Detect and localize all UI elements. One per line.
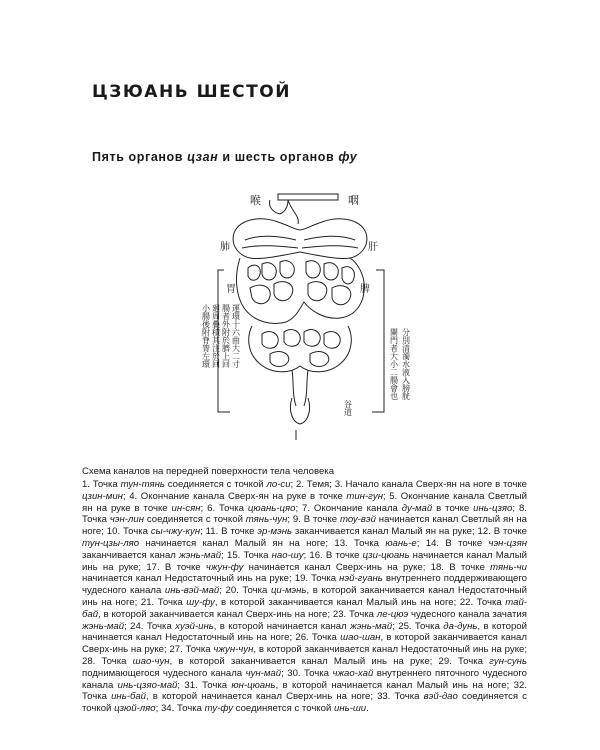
legend-fragment: соединяется с точкой xyxy=(233,703,334,715)
point-name: тай-бай xyxy=(82,596,527,620)
anatomical-illustration xyxy=(200,178,500,460)
legend-fragment: ; 24. Точка xyxy=(124,620,176,632)
throat-bar xyxy=(278,194,338,200)
legend-fragment: ; 31. Точка xyxy=(177,679,232,691)
legend-fragment: в точке xyxy=(432,502,474,514)
section-title-part1: Пять органов xyxy=(92,150,188,164)
point-name: цюань-цяо xyxy=(247,502,296,514)
legend-fragment: заканчивается канал Малый ян на руке; 12. В точке xyxy=(292,526,528,538)
point-name: жэнь-май xyxy=(82,620,125,632)
point-name: шао-шан xyxy=(340,632,381,644)
legend-fragment: ; 4. Окончание канала Сверх-ян на руке в точке xyxy=(122,490,347,502)
point-name: вэй-дао xyxy=(423,691,458,703)
left-column-2: 廻周疊積其注於回 xyxy=(211,304,221,368)
point-name: сы-чжу-кун xyxy=(150,526,201,538)
point-name: нао-шу xyxy=(271,549,304,561)
legend-fragment: начинается канал Светлый ян на ноге; 10. Точка xyxy=(82,514,527,538)
legend-fragment: ; 20. Точка xyxy=(219,585,271,597)
label-lung: 肺 xyxy=(220,242,230,253)
legend-fragment: , в которой начинается канал xyxy=(213,620,351,632)
point-name: нэй-гуань xyxy=(339,573,383,585)
legend-fragment: поднимающегося чудесного канала xyxy=(82,667,246,679)
point-name: шу-фу xyxy=(186,596,215,608)
legend-fragment: ; 6. Точка xyxy=(200,502,248,514)
point-name: чэн-лин xyxy=(109,514,145,526)
point-name: тун-цзы-ляо xyxy=(82,537,140,549)
point-name: инь-бай xyxy=(111,691,147,703)
point-name: цзюй-ляо xyxy=(114,703,156,715)
label-throat: 喉 xyxy=(250,194,261,207)
legend-fragment: соединяется с точкой xyxy=(144,514,246,526)
left-column-3: 腸者外附於臍上回 xyxy=(221,304,231,368)
point-name: ин-сян xyxy=(171,502,201,514)
organs-drawing xyxy=(200,178,500,460)
point-name: жэнь-май xyxy=(350,620,393,632)
abdomen-outline xyxy=(237,258,365,323)
legend-fragment: ; 11. В точке xyxy=(200,526,258,538)
section-title-italic2: фу xyxy=(338,150,358,164)
point-name: чжун-чун xyxy=(213,644,254,656)
label-stomach: 胃 xyxy=(226,284,236,295)
legend-text xyxy=(82,479,527,715)
point-name: цзи-цюань xyxy=(362,549,410,561)
point-name: инь-ши xyxy=(333,703,367,715)
label-anus: 谷道 xyxy=(343,400,353,416)
label-liver: 肝 xyxy=(368,242,378,253)
point-name: юн-цюань xyxy=(231,679,276,691)
rectum-shape xyxy=(292,370,308,406)
legend-fragment: , в которой заканчивается канал Недостаточный инь на руке; 28. Точка xyxy=(82,644,528,667)
right-column-2: 分別清濁水液入膀胱 xyxy=(401,328,411,400)
legend-fragment: , в которой начинается канал Недостаточный инь на ноге; 26. Точка xyxy=(82,620,527,644)
legend-fragment: внутреннего пяточного чудесного канала xyxy=(82,667,527,691)
legend-fragment: начинается канал Недостаточный инь на руке; 19. Точка xyxy=(82,573,340,585)
left-column-1: 小腸後附脊膂左環 xyxy=(201,304,211,368)
point-name: тянь-чи xyxy=(490,561,527,573)
legend-fragment: 1. Точка xyxy=(82,479,121,490)
point-name: да-дунь xyxy=(443,620,478,632)
legend-fragment: , в которой заканчивается канал Недостаточный инь на ноге; 21. Точка xyxy=(82,585,528,608)
legend-fragment: внутреннего поддерживающего чудесного канала xyxy=(82,573,527,597)
point-name: цзин-мин xyxy=(82,490,123,502)
point-name: инь-цзяо-май xyxy=(117,679,178,691)
section-title-part2: и шесть органов xyxy=(218,150,339,164)
point-name: юань-е xyxy=(385,537,417,549)
legend-fragment: ; 14. В точке xyxy=(416,537,489,549)
point-name: тоу-вэй xyxy=(339,514,376,526)
legend-fragment: ; 15. Точка xyxy=(221,549,272,561)
legend-fragment: начинается канал Малый ян на ноге; 13. Точка xyxy=(139,537,386,549)
point-name: тун-тянь xyxy=(120,479,165,490)
point-name: хуэй-инь xyxy=(175,620,214,632)
point-name: тянь-чун xyxy=(245,514,288,526)
legend-fragment: , в которой начинается канал Сверх-инь на ноге; 33. Точка xyxy=(146,691,424,703)
label-pharynx: 咽 xyxy=(348,194,359,207)
legend-fragment: начинается канал Сверх-инь на руке; 18. В точке xyxy=(243,561,491,573)
left-column-4: 運環十六曲大二寸 xyxy=(231,304,241,368)
legend-fragment: чудесного канала зачатия xyxy=(408,608,527,620)
right-column-1: 闌門者大小二腸會也 xyxy=(389,328,399,400)
point-name: гун-сунь xyxy=(489,655,527,667)
legend-fragment: , в которой заканчивается канал Малый инь на ноге; 22. Точка xyxy=(214,596,506,608)
legend-fragment: , в которой заканчивается канал Сверх-инь на руке; 27. Точка xyxy=(82,632,527,656)
legend-fragment: ; 30. Точка xyxy=(281,667,333,679)
point-name: эр-мэнь xyxy=(257,526,293,538)
point-name: тин-гун xyxy=(346,490,383,502)
point-name: жэнь-май xyxy=(179,549,222,561)
point-name: чжун-фу xyxy=(205,561,244,573)
section-title-italic1: цзан xyxy=(187,150,219,164)
legend-fragment: ; 8. Точка xyxy=(82,502,527,526)
point-name: чэн-цзян xyxy=(488,537,527,549)
legend-fragment: ; 7. Окончание канала xyxy=(295,502,402,514)
label-spleen: 脾 xyxy=(360,284,370,295)
legend-fragment: . xyxy=(366,703,369,715)
chapter-title: ЦЗЮАНЬ ШЕСТОЙ xyxy=(92,82,291,102)
legend-fragment: заканчивается канал xyxy=(82,549,180,561)
point-name: ле-цюэ xyxy=(376,608,409,620)
point-name: ло-си xyxy=(266,479,291,490)
legend-fragment: ; 2. Темя; 3. Начало канала Сверх-ян на ноге в точке xyxy=(290,479,528,490)
larynx-shape xyxy=(269,200,288,214)
point-name: инь-вэй-май xyxy=(164,585,220,597)
point-name: чун-май xyxy=(245,667,282,679)
point-name: ци-мэнь xyxy=(270,585,307,597)
point-name: ту-фу xyxy=(204,703,233,715)
legend-fragment: ; 9. В точке xyxy=(287,514,340,526)
legend-fragment: соединяется с точкой xyxy=(82,691,527,715)
legend-fragment: соединяется с точкой xyxy=(164,479,267,490)
figure-caption: Схема каналов на передней поверхности тела человека xyxy=(82,466,335,477)
point-name: чжао-хай xyxy=(332,667,374,679)
section-title xyxy=(92,150,357,164)
lungs-shape xyxy=(233,219,367,259)
legend-fragment: , в которой заканчивается канал Сверх-инь на ноге; 23. Точка xyxy=(98,608,377,620)
point-name: шао-чун xyxy=(132,655,170,667)
legend-fragment: , в которой заканчивается канал Малый инь на руке; 29. Точка xyxy=(169,655,490,667)
legend-fragment: ; 34. Точка xyxy=(155,703,205,715)
point-name: инь-цзяо xyxy=(473,502,513,514)
point-name: ду-май xyxy=(401,502,433,514)
legend-fragment: ; 5. Окончание канала Светлый ян на руке в точке xyxy=(82,490,527,514)
legend-fragment: , в которой начинается канал Малый инь на ноге; 32. Точка xyxy=(82,679,527,703)
legend-fragment: ; 25. Точка xyxy=(392,620,444,632)
legend-fragment: ; 16. В точке xyxy=(303,549,363,561)
legend-fragment: начинается канал Малый инь на руке; 17. В точке xyxy=(82,549,527,573)
